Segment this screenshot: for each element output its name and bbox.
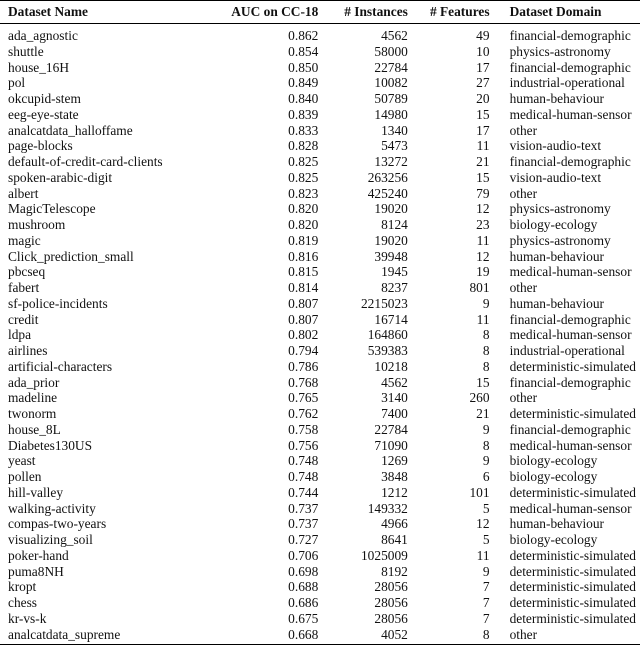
- cell-dataset-name: poker-hand: [8, 547, 69, 563]
- header-row: [0, 1, 640, 24]
- cell-dataset-name: Click_prediction_small: [8, 248, 134, 264]
- cell-domain: human-behaviour: [509, 91, 605, 106]
- cell-instances: 58000: [374, 43, 408, 59]
- cell-features: 15: [476, 106, 490, 122]
- cell-domain: other: [509, 122, 538, 138]
- cell-domain: vision-audio-text: [509, 169, 602, 185]
- cell-features: 260: [469, 390, 490, 406]
- cell-features: 8: [482, 358, 490, 374]
- cell-instances: 4966: [381, 516, 408, 532]
- table-row: [0, 312, 640, 328]
- cell-features: 12: [476, 201, 490, 217]
- cell-instances: 1025009: [360, 547, 408, 563]
- table-row: [0, 453, 640, 469]
- table-row: [0, 579, 640, 595]
- table-header: [0, 1, 640, 24]
- cell-auc: 0.823: [288, 185, 319, 201]
- cell-dataset-name: twonorm: [8, 406, 57, 421]
- table-row: [0, 107, 640, 123]
- cell-instances: 8641: [381, 532, 408, 547]
- header-features: # Features: [429, 4, 490, 19]
- cell-auc: 0.833: [288, 122, 319, 138]
- cell-domain: medical-human-sensor: [509, 437, 632, 453]
- cell-domain: physics-astronomy: [509, 201, 611, 217]
- cell-dataset-name: yeast: [8, 453, 36, 469]
- cell-domain: biology-ecology: [509, 217, 598, 232]
- cell-auc: 0.820: [288, 217, 319, 232]
- table-row: [0, 438, 640, 454]
- cell-features: 101: [469, 484, 490, 500]
- cell-dataset-name: MagicTelescope: [8, 201, 96, 217]
- cell-dataset-name: analcatdata_supreme: [8, 626, 121, 642]
- table-row: [0, 170, 640, 186]
- cell-features: 20: [476, 91, 490, 106]
- cell-dataset-name: artificial-characters: [8, 358, 113, 374]
- cell-instances: 4562: [381, 374, 408, 390]
- cell-domain: biology-ecology: [509, 532, 598, 547]
- cell-dataset-name: mushroom: [8, 217, 66, 232]
- cell-dataset-name: ada_agnostic: [8, 28, 78, 43]
- cell-auc: 0.814: [288, 280, 319, 295]
- cell-features: 10: [476, 43, 490, 59]
- table-row: [0, 217, 640, 233]
- cell-domain: deterministic-simulated: [509, 484, 636, 500]
- header-auc: AUC on CC-18: [231, 4, 319, 19]
- cell-dataset-name: walking-activity: [8, 500, 96, 516]
- cell-features: 11: [476, 232, 490, 248]
- cell-dataset-name: ada_prior: [8, 374, 60, 390]
- cell-dataset-name: page-blocks: [8, 138, 73, 154]
- table-row: [0, 123, 640, 139]
- cell-dataset-name: madeline: [8, 390, 58, 406]
- cell-domain: financial-demographic: [509, 374, 631, 390]
- table-row: [0, 359, 640, 375]
- cell-features: 9: [482, 563, 490, 579]
- cell-domain: medical-human-sensor: [509, 264, 632, 280]
- cell-instances: 14980: [374, 106, 408, 122]
- cell-auc: 0.744: [288, 484, 319, 500]
- table-row: [0, 485, 640, 501]
- cell-dataset-name: spoken-arabic-digit: [8, 169, 113, 185]
- cell-auc: 0.786: [288, 358, 319, 374]
- cell-auc: 0.768: [288, 374, 319, 390]
- header-dataset-name: Dataset Name: [8, 4, 88, 19]
- cell-instances: 1269: [381, 453, 408, 469]
- cell-instances: 8124: [381, 217, 408, 232]
- cell-auc: 0.825: [288, 169, 319, 185]
- cell-auc: 0.698: [288, 563, 319, 579]
- cell-auc: 0.748: [288, 453, 319, 469]
- cell-domain: biology-ecology: [509, 469, 598, 484]
- table-row: [0, 595, 640, 611]
- table-row: [0, 186, 640, 202]
- cell-features: 801: [469, 280, 490, 295]
- cell-features: 7: [482, 610, 490, 626]
- cell-features: 12: [476, 516, 490, 532]
- cell-domain: human-behaviour: [509, 248, 605, 264]
- cell-auc: 0.807: [288, 311, 319, 327]
- cell-domain: industrial-operational: [509, 343, 625, 358]
- cell-domain: medical-human-sensor: [509, 327, 632, 343]
- cell-auc: 0.756: [288, 437, 319, 453]
- cell-instances: 4052: [381, 626, 408, 642]
- table-row: [0, 75, 640, 91]
- cell-domain: deterministic-simulated: [509, 579, 636, 595]
- cell-auc: 0.688: [288, 579, 319, 595]
- cell-instances: 7400: [381, 406, 408, 421]
- cell-features: 8: [482, 626, 490, 642]
- cell-features: 11: [476, 311, 490, 327]
- table-row: [0, 280, 640, 296]
- cell-auc: 0.849: [288, 75, 319, 91]
- cell-dataset-name: magic: [8, 232, 41, 248]
- cell-domain: biology-ecology: [509, 453, 598, 469]
- cell-instances: 39948: [374, 248, 408, 264]
- cell-features: 5: [482, 500, 490, 516]
- cell-features: 79: [476, 185, 490, 201]
- cell-instances: 149332: [367, 500, 408, 516]
- cell-auc: 0.815: [288, 264, 319, 280]
- cell-features: 23: [476, 217, 490, 232]
- cell-dataset-name: eeg-eye-state: [8, 106, 79, 122]
- header-instances: # Instances: [344, 4, 408, 19]
- cell-features: 12: [476, 248, 490, 264]
- cell-auc: 0.686: [288, 595, 319, 610]
- table-row: [0, 564, 640, 580]
- cell-dataset-name: shuttle: [8, 43, 44, 59]
- cell-domain: industrial-operational: [509, 75, 625, 91]
- cell-auc: 0.794: [288, 343, 319, 358]
- table-row: [0, 154, 640, 170]
- cell-dataset-name: compas-two-years: [8, 516, 107, 532]
- cell-dataset-name: analcatdata_halloffame: [8, 122, 133, 138]
- cell-instances: 263256: [367, 169, 408, 185]
- cell-domain: deterministic-simulated: [509, 595, 636, 610]
- cell-domain: other: [509, 280, 538, 295]
- cell-domain: human-behaviour: [509, 295, 605, 311]
- cell-domain: deterministic-simulated: [509, 358, 636, 374]
- cell-auc: 0.862: [288, 28, 319, 43]
- cell-features: 15: [476, 169, 490, 185]
- table-row: [0, 44, 640, 60]
- cell-domain: financial-demographic: [509, 154, 631, 169]
- cell-instances: 1340: [381, 122, 408, 138]
- cell-features: 19: [476, 264, 490, 280]
- cell-auc: 0.840: [288, 91, 319, 106]
- table-row: [0, 60, 640, 76]
- cell-dataset-name: pollen: [8, 469, 42, 484]
- cell-features: 7: [482, 595, 490, 610]
- cell-instances: 28056: [374, 579, 408, 595]
- table-body: [0, 24, 640, 645]
- cell-features: 15: [476, 374, 490, 390]
- cell-auc: 0.762: [288, 406, 319, 421]
- cell-auc: 0.820: [288, 201, 319, 217]
- cell-instances: 5473: [381, 138, 408, 154]
- cell-domain: financial-demographic: [509, 59, 631, 75]
- cell-dataset-name: kr-vs-k: [8, 610, 47, 626]
- cell-domain: vision-audio-text: [509, 138, 602, 154]
- cell-auc: 0.839: [288, 106, 319, 122]
- table-row: [0, 138, 640, 154]
- cell-dataset-name: pol: [8, 75, 26, 91]
- cell-domain: medical-human-sensor: [509, 500, 632, 516]
- cell-dataset-name: airlines: [8, 343, 48, 358]
- cell-auc: 0.816: [288, 248, 319, 264]
- table-row: [0, 91, 640, 107]
- cell-domain: other: [509, 185, 538, 201]
- cell-dataset-name: sf-police-incidents: [8, 295, 108, 311]
- cell-instances: 164860: [367, 327, 408, 343]
- cell-dataset-name: puma8NH: [8, 563, 64, 579]
- cell-instances: 28056: [374, 595, 408, 610]
- cell-features: 21: [476, 406, 490, 421]
- cell-domain: physics-astronomy: [509, 232, 611, 248]
- cell-features: 27: [476, 75, 490, 91]
- cell-instances: 2215023: [360, 295, 408, 311]
- cell-features: 9: [482, 295, 490, 311]
- cell-auc: 0.727: [288, 532, 319, 547]
- table-row: [0, 406, 640, 422]
- cell-dataset-name: credit: [8, 311, 39, 327]
- cell-auc: 0.675: [288, 610, 319, 626]
- cell-dataset-name: okcupid-stem: [8, 91, 81, 106]
- cell-auc: 0.748: [288, 469, 319, 484]
- cell-domain: deterministic-simulated: [509, 406, 636, 421]
- cell-instances: 19020: [374, 201, 408, 217]
- cell-dataset-name: albert: [8, 185, 39, 201]
- cell-auc: 0.668: [288, 626, 319, 642]
- cell-auc: 0.706: [288, 547, 319, 563]
- cell-instances: 3848: [381, 469, 408, 484]
- cell-instances: 10082: [374, 75, 408, 91]
- cell-features: 11: [476, 547, 490, 563]
- cell-features: 9: [482, 453, 490, 469]
- cell-auc: 0.807: [288, 295, 319, 311]
- cell-domain: human-behaviour: [509, 516, 605, 532]
- table-row: [0, 516, 640, 532]
- cell-features: 6: [482, 469, 490, 484]
- table-row: [0, 327, 640, 343]
- cell-dataset-name: house_8L: [8, 421, 61, 437]
- cell-instances: 28056: [374, 610, 408, 626]
- table-row: [0, 548, 640, 564]
- cell-auc: 0.802: [288, 327, 319, 343]
- table-row: [0, 390, 640, 406]
- cell-instances: 3140: [381, 390, 408, 406]
- cell-auc: 0.828: [288, 138, 319, 154]
- cell-domain: deterministic-simulated: [509, 563, 636, 579]
- cell-instances: 8192: [381, 563, 408, 579]
- table-row: [0, 201, 640, 217]
- cell-domain: physics-astronomy: [509, 43, 611, 59]
- cell-auc: 0.854: [288, 43, 319, 59]
- table-row: [0, 501, 640, 517]
- cell-dataset-name: hill-valley: [8, 484, 64, 500]
- cell-instances: 50789: [374, 91, 408, 106]
- cell-dataset-name: visualizing_soil: [8, 532, 93, 547]
- cell-instances: 425240: [367, 185, 408, 201]
- cell-domain: deterministic-simulated: [509, 610, 636, 626]
- table-row: [0, 264, 640, 280]
- table-row: [0, 296, 640, 312]
- cell-features: 8: [482, 327, 490, 343]
- cell-domain: deterministic-simulated: [509, 547, 636, 563]
- table-row: [0, 422, 640, 438]
- cell-instances: 8237: [381, 280, 408, 295]
- cell-features: 49: [476, 28, 490, 43]
- cell-dataset-name: Diabetes130US: [8, 437, 93, 453]
- cell-features: 8: [482, 343, 490, 358]
- cell-instances: 539383: [367, 343, 408, 358]
- cell-domain: financial-demographic: [509, 421, 631, 437]
- cell-domain: medical-human-sensor: [509, 106, 632, 122]
- cell-dataset-name: default-of-credit-card-clients: [8, 154, 163, 169]
- cell-instances: 71090: [374, 437, 408, 453]
- cell-auc: 0.850: [288, 59, 319, 75]
- cell-features: 5: [482, 532, 490, 547]
- cell-dataset-name: chess: [8, 595, 38, 610]
- table-row: [0, 233, 640, 249]
- cell-instances: 19020: [374, 232, 408, 248]
- cell-features: 11: [476, 138, 490, 154]
- table-row: [0, 343, 640, 359]
- cell-features: 8: [482, 437, 490, 453]
- cell-auc: 0.765: [288, 390, 319, 406]
- cell-features: 17: [476, 59, 490, 75]
- cell-dataset-name: house_16H: [8, 59, 69, 75]
- table-row: [0, 24, 640, 44]
- cell-features: 9: [482, 421, 490, 437]
- cell-auc: 0.819: [288, 232, 319, 248]
- cell-instances: 22784: [374, 421, 408, 437]
- cell-instances: 1212: [381, 484, 408, 500]
- cell-auc: 0.737: [288, 500, 319, 516]
- cell-dataset-name: fabert: [8, 280, 40, 295]
- table-row: [0, 627, 640, 645]
- cell-features: 21: [476, 154, 490, 169]
- table-row: [0, 469, 640, 485]
- table-row: [0, 532, 640, 548]
- cell-domain: financial-demographic: [509, 311, 631, 327]
- cell-features: 17: [476, 122, 490, 138]
- cell-auc: 0.737: [288, 516, 319, 532]
- cell-dataset-name: ldpa: [8, 327, 32, 343]
- cell-domain: other: [509, 390, 538, 406]
- cell-domain: other: [509, 626, 538, 642]
- cell-auc: 0.825: [288, 154, 319, 169]
- table-row: [0, 375, 640, 391]
- cell-auc: 0.758: [288, 421, 319, 437]
- cell-instances: 13272: [374, 154, 408, 169]
- cell-instances: 10218: [374, 358, 408, 374]
- cell-instances: 1945: [381, 264, 408, 280]
- cell-features: 7: [482, 579, 490, 595]
- cell-domain: financial-demographic: [509, 28, 631, 43]
- table-row: [0, 249, 640, 265]
- table-row: [0, 611, 640, 627]
- cell-instances: 16714: [374, 311, 408, 327]
- cell-dataset-name: kropt: [8, 579, 37, 595]
- cell-instances: 22784: [374, 59, 408, 75]
- header-domain: Dataset Domain: [509, 4, 602, 19]
- cell-dataset-name: pbcseq: [8, 264, 46, 280]
- cell-instances: 4562: [381, 28, 408, 43]
